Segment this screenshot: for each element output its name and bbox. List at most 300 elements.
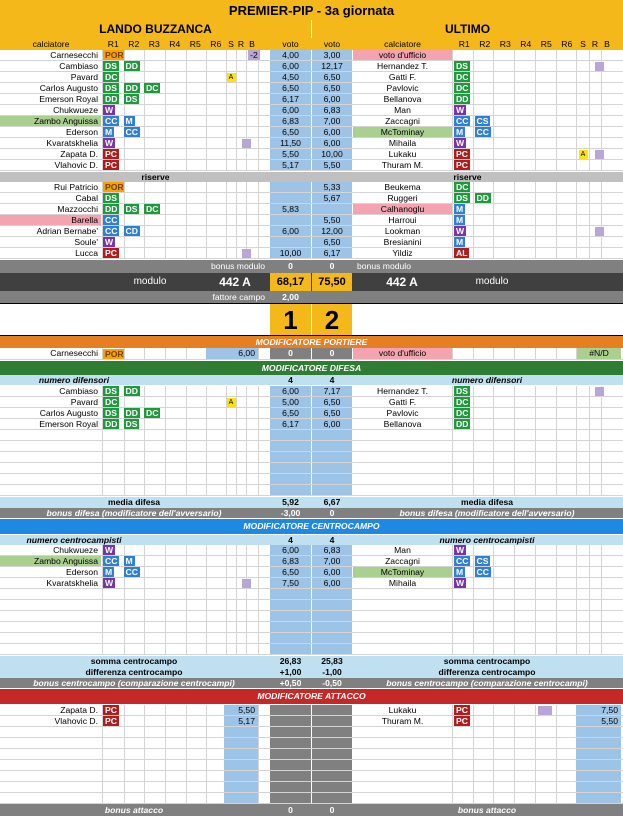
player-name: Zapata D. bbox=[60, 149, 98, 159]
away-att-col bbox=[576, 727, 621, 737]
bonus-marker bbox=[242, 249, 251, 258]
role-badge: DC bbox=[456, 397, 469, 407]
grid-line bbox=[165, 545, 166, 555]
grid-line bbox=[576, 452, 577, 462]
role-badge: DC bbox=[146, 204, 159, 214]
grid-line bbox=[556, 61, 557, 71]
grid-line bbox=[493, 386, 494, 396]
grid-line bbox=[226, 589, 227, 599]
home-score-col bbox=[270, 600, 311, 610]
player-vote: 6,50 bbox=[323, 83, 341, 93]
home-score: 1 bbox=[270, 304, 311, 335]
grid-line bbox=[493, 749, 494, 759]
grid-line bbox=[493, 160, 494, 170]
home-score-col bbox=[270, 611, 311, 621]
grid-line bbox=[514, 644, 515, 654]
grid-line bbox=[144, 545, 145, 555]
grid-line bbox=[589, 72, 590, 82]
bonus-difesa-label: bonus difesa (modificatore dell'avversario) bbox=[46, 508, 222, 518]
player-name: Mihaila bbox=[388, 578, 417, 588]
player-vote: 5,50 bbox=[282, 149, 299, 159]
grid-line bbox=[473, 727, 474, 737]
role-cell bbox=[454, 105, 475, 115]
grid-line bbox=[473, 589, 474, 599]
grid-line bbox=[124, 633, 125, 643]
grid-line bbox=[226, 485, 227, 495]
col-r: R bbox=[591, 38, 599, 49]
grid-line bbox=[493, 485, 494, 495]
player-vote: 5,83 bbox=[282, 204, 299, 214]
grid-line bbox=[226, 419, 227, 429]
grid-line bbox=[601, 622, 602, 632]
difesa-row bbox=[0, 474, 623, 485]
col-role: R2 bbox=[479, 38, 491, 49]
grid-line bbox=[452, 419, 453, 429]
role-badge: DC bbox=[105, 72, 118, 82]
grid-line bbox=[535, 50, 536, 60]
grid-line bbox=[186, 600, 187, 610]
role-badge: POR bbox=[103, 50, 124, 60]
grid-line bbox=[206, 716, 207, 726]
player-vote: 3,00 bbox=[323, 50, 341, 60]
col-vote: voto bbox=[323, 38, 341, 49]
grid-line bbox=[514, 578, 515, 588]
grid-line bbox=[576, 644, 577, 654]
grid-line bbox=[589, 248, 590, 258]
grid-line bbox=[165, 419, 166, 429]
role-cell bbox=[103, 248, 124, 258]
role-badge: W bbox=[105, 578, 114, 588]
role-badge: DD bbox=[456, 419, 469, 429]
player-name: Rui Patricio bbox=[54, 182, 98, 192]
home-bonus-difesa: -3,00 bbox=[280, 508, 301, 518]
grid-line bbox=[601, 237, 602, 247]
grid-line bbox=[493, 138, 494, 148]
grid-line bbox=[258, 193, 259, 203]
grid-line bbox=[102, 463, 103, 473]
grid-line bbox=[124, 771, 125, 781]
grid-line bbox=[601, 116, 602, 126]
grid-line bbox=[514, 749, 515, 759]
player-vote: 5,33 bbox=[323, 182, 341, 192]
grid-line bbox=[452, 738, 453, 748]
role-cell bbox=[103, 127, 124, 137]
grid-line bbox=[236, 204, 237, 214]
grid-line bbox=[473, 485, 474, 495]
grid-line bbox=[556, 782, 557, 792]
grid-line bbox=[206, 589, 207, 599]
role-cell bbox=[454, 182, 475, 192]
grid-line bbox=[601, 160, 602, 170]
grid-line bbox=[246, 94, 247, 104]
role-cell bbox=[103, 567, 124, 577]
player-vote: 5,50 bbox=[323, 215, 341, 225]
role-badge: DS bbox=[105, 193, 117, 203]
away-modulo: 442 A bbox=[386, 275, 418, 289]
centrocampo-row bbox=[0, 644, 623, 655]
grid-line bbox=[514, 237, 515, 247]
grid-line bbox=[493, 72, 494, 82]
player-name: Bellanova bbox=[383, 94, 422, 104]
role-badge: M bbox=[125, 116, 133, 126]
grid-line bbox=[258, 485, 259, 495]
away-score-col bbox=[312, 463, 352, 473]
column-header bbox=[0, 38, 623, 50]
grid-line bbox=[452, 94, 453, 104]
grid-line bbox=[589, 485, 590, 495]
grid-line bbox=[601, 50, 602, 60]
player-vote: 6,50 bbox=[323, 397, 341, 407]
grid-line bbox=[493, 611, 494, 621]
role-badge: M bbox=[456, 237, 464, 247]
grid-line bbox=[165, 474, 166, 484]
grid-line bbox=[246, 419, 247, 429]
grid-line bbox=[206, 182, 207, 192]
player-name: Mazzocchi bbox=[57, 204, 98, 214]
attacco-row bbox=[0, 771, 623, 782]
grid-line bbox=[124, 600, 125, 610]
grid-line bbox=[601, 408, 602, 418]
role-badge: CS bbox=[476, 116, 489, 126]
grid-line bbox=[246, 160, 247, 170]
home-somma: 26,83 bbox=[279, 656, 302, 667]
grid-line bbox=[452, 215, 453, 225]
player-vote: 7,00 bbox=[323, 116, 341, 126]
grid-line bbox=[601, 600, 602, 610]
player-name: Kvaratskhelia bbox=[46, 138, 98, 148]
grid-line bbox=[144, 441, 145, 451]
role-badge: PC bbox=[456, 160, 468, 170]
grid-line bbox=[206, 782, 207, 792]
grid-line bbox=[165, 463, 166, 473]
attacco-row bbox=[0, 782, 623, 793]
page-title: PREMIER-PIP - 3a giornata bbox=[228, 2, 395, 18]
grid-line bbox=[258, 348, 259, 359]
reserve-row bbox=[0, 226, 623, 237]
grid-line bbox=[493, 441, 494, 451]
grid-line bbox=[144, 600, 145, 610]
grid-line bbox=[514, 408, 515, 418]
grid-line bbox=[452, 600, 453, 610]
player-name: Hernandez T. bbox=[377, 386, 428, 396]
grid-line bbox=[452, 485, 453, 495]
grid-line bbox=[258, 83, 259, 93]
grid-line bbox=[576, 248, 577, 258]
away-score-col bbox=[312, 793, 352, 803]
grid-line bbox=[102, 738, 103, 748]
grid-line bbox=[493, 589, 494, 599]
grid-line bbox=[226, 441, 227, 451]
grid-line bbox=[514, 50, 515, 60]
player-vote: 6,00 bbox=[323, 94, 341, 104]
grid-line bbox=[514, 760, 515, 770]
grid-line bbox=[144, 474, 145, 484]
grid-line bbox=[236, 193, 237, 203]
centrocampo-row bbox=[0, 578, 623, 589]
player-name: Carnesecchi bbox=[50, 50, 98, 60]
grid-line bbox=[226, 127, 227, 137]
grid-line bbox=[514, 116, 515, 126]
grid-line bbox=[186, 633, 187, 643]
grid-line bbox=[601, 611, 602, 621]
player-name: Cabal bbox=[75, 193, 98, 203]
grid-line bbox=[226, 556, 227, 566]
home-att-col bbox=[224, 793, 258, 803]
grid-line bbox=[556, 485, 557, 495]
player-name: Lookman bbox=[384, 226, 421, 236]
grid-line bbox=[473, 644, 474, 654]
grid-line bbox=[186, 716, 187, 726]
role-cell bbox=[103, 237, 124, 247]
grid-line bbox=[576, 204, 577, 214]
player-vote bbox=[270, 237, 311, 247]
grid-line bbox=[258, 105, 259, 115]
role-cell bbox=[475, 116, 496, 126]
grid-line bbox=[514, 716, 515, 726]
grid-line bbox=[493, 738, 494, 748]
role-badge: POR bbox=[103, 349, 124, 359]
fattore-campo-label: fattore campo bbox=[212, 291, 265, 302]
media-difesa-row bbox=[0, 497, 623, 508]
grid-line bbox=[535, 600, 536, 610]
player-vote: 6,00 bbox=[282, 386, 299, 396]
grid-line bbox=[226, 644, 227, 654]
grid-line bbox=[206, 463, 207, 473]
grid-line bbox=[236, 237, 237, 247]
grid-line bbox=[206, 793, 207, 803]
bonus-attacco-row bbox=[0, 804, 623, 816]
player-name: Kvaratskhelia bbox=[46, 578, 98, 588]
grid-line bbox=[576, 600, 577, 610]
home-score-col bbox=[270, 705, 311, 715]
grid-line bbox=[514, 348, 515, 359]
role-cell bbox=[454, 94, 475, 104]
player-name: Thuram M. bbox=[381, 160, 424, 170]
bonus-marker bbox=[595, 387, 604, 396]
role-badge: W bbox=[105, 105, 114, 115]
grid-line bbox=[576, 83, 577, 93]
home-score-col bbox=[270, 441, 311, 451]
grid-line bbox=[493, 727, 494, 737]
role-cell bbox=[103, 397, 124, 407]
grid-line bbox=[535, 545, 536, 555]
away-media: 6,67 bbox=[323, 497, 341, 508]
role-cell bbox=[454, 716, 475, 726]
modulo-label: modulo bbox=[475, 276, 509, 287]
grid-line bbox=[601, 463, 602, 473]
role-cell bbox=[103, 94, 124, 104]
grid-line bbox=[258, 419, 259, 429]
grid-line bbox=[144, 716, 145, 726]
grid-line bbox=[236, 611, 237, 621]
grid-line bbox=[186, 105, 187, 115]
grid-line bbox=[452, 793, 453, 803]
grid-line bbox=[601, 397, 602, 407]
centrocampo-row bbox=[0, 633, 623, 644]
grid-line bbox=[589, 567, 590, 577]
grid-line bbox=[473, 452, 474, 462]
role-badge: M bbox=[125, 556, 133, 566]
grid-line bbox=[236, 182, 237, 192]
difesa-row bbox=[0, 386, 623, 397]
role-badge: M bbox=[456, 215, 464, 225]
away-score-col bbox=[312, 749, 352, 759]
grid-line bbox=[144, 61, 145, 71]
player-vote: 6,00 bbox=[323, 138, 341, 148]
grid-line bbox=[589, 611, 590, 621]
grid-line bbox=[576, 589, 577, 599]
grid-line bbox=[556, 127, 557, 137]
grid-line bbox=[514, 556, 515, 566]
grid-line bbox=[124, 348, 125, 359]
home-bonus-attacco: 0 bbox=[288, 804, 293, 815]
grid-line bbox=[258, 782, 259, 792]
grid-line bbox=[236, 556, 237, 566]
grid-line bbox=[493, 237, 494, 247]
grid-line bbox=[236, 149, 237, 159]
col-r: R bbox=[237, 38, 245, 49]
starter-row bbox=[0, 50, 623, 61]
grid-line bbox=[165, 386, 166, 396]
grid-line bbox=[601, 127, 602, 137]
role-cell bbox=[103, 705, 124, 715]
grid-line bbox=[556, 182, 557, 192]
card-cell bbox=[225, 397, 237, 407]
grid-line bbox=[556, 611, 557, 621]
role-cell bbox=[475, 193, 496, 203]
player-name: Pavlovic bbox=[386, 408, 419, 418]
grid-line bbox=[124, 578, 125, 588]
grid-line bbox=[452, 474, 453, 484]
col-b: B bbox=[249, 38, 255, 49]
role-cell bbox=[454, 61, 475, 71]
differenza-label: differenza centrocampo bbox=[438, 667, 536, 678]
grid-line bbox=[601, 430, 602, 440]
grid-line bbox=[102, 600, 103, 610]
grid-line bbox=[144, 138, 145, 148]
grid-line bbox=[589, 204, 590, 214]
grid-line bbox=[165, 116, 166, 126]
grid-line bbox=[452, 622, 453, 632]
grid-line bbox=[576, 463, 577, 473]
grid-line bbox=[124, 611, 125, 621]
player-vote: 6,83 bbox=[282, 116, 299, 126]
home-score-col bbox=[270, 771, 311, 781]
grid-line bbox=[144, 116, 145, 126]
role-cell bbox=[144, 408, 165, 418]
starter-row bbox=[0, 149, 623, 160]
grid-line bbox=[226, 408, 227, 418]
portiere-row bbox=[0, 348, 623, 360]
grid-line bbox=[144, 182, 145, 192]
grid-line bbox=[226, 248, 227, 258]
role-cell bbox=[103, 61, 124, 71]
grid-line bbox=[206, 600, 207, 610]
grid-line bbox=[556, 716, 557, 726]
grid-line bbox=[165, 622, 166, 632]
role-cell bbox=[454, 160, 475, 170]
grid-line bbox=[576, 567, 577, 577]
grid-line bbox=[452, 578, 453, 588]
away-score-col bbox=[312, 622, 352, 632]
grid-line bbox=[556, 738, 557, 748]
grid-line bbox=[535, 149, 536, 159]
grid-line bbox=[186, 644, 187, 654]
role-badge: DD bbox=[456, 94, 469, 104]
grid-line bbox=[473, 633, 474, 643]
grid-line bbox=[144, 463, 145, 473]
grid-line bbox=[535, 248, 536, 258]
grid-line bbox=[144, 386, 145, 396]
grid-line bbox=[246, 204, 247, 214]
away-bonus-attacco: 0 bbox=[329, 804, 335, 815]
grid-line bbox=[535, 644, 536, 654]
grid-line bbox=[514, 738, 515, 748]
grid-line bbox=[186, 50, 187, 60]
grid-line bbox=[452, 644, 453, 654]
grid-line bbox=[576, 430, 577, 440]
grid-line bbox=[556, 116, 557, 126]
role-cell bbox=[103, 193, 124, 203]
grid-line bbox=[226, 160, 227, 170]
grid-line bbox=[186, 408, 187, 418]
away-score-col bbox=[312, 430, 352, 440]
role-badge: CC bbox=[105, 226, 118, 236]
grid-line bbox=[589, 50, 590, 60]
grid-line bbox=[206, 83, 207, 93]
role-badge: M bbox=[456, 567, 464, 577]
grid-line bbox=[226, 600, 227, 610]
player-name: Carlos Augusto bbox=[39, 408, 98, 418]
reserve-row bbox=[0, 215, 623, 226]
grid-line bbox=[144, 397, 145, 407]
grid-line bbox=[556, 545, 557, 555]
grid-line bbox=[514, 215, 515, 225]
away-score-col bbox=[312, 633, 352, 643]
role-badge: DS bbox=[125, 419, 138, 429]
role-cell bbox=[475, 127, 496, 137]
grid-line bbox=[102, 485, 103, 495]
player-name: McTominay bbox=[353, 567, 452, 577]
card-cell bbox=[225, 72, 237, 82]
grid-line bbox=[535, 556, 536, 566]
player-name: Yildiz bbox=[392, 248, 413, 258]
player-vote: 5,50 bbox=[601, 716, 618, 726]
grid-line bbox=[236, 622, 237, 632]
grid-line bbox=[589, 83, 590, 93]
grid-line bbox=[206, 485, 207, 495]
col-role: R1 bbox=[458, 38, 470, 49]
grid-line bbox=[236, 589, 237, 599]
grid-line bbox=[226, 61, 227, 71]
grid-line bbox=[601, 215, 602, 225]
grid-line bbox=[186, 72, 187, 82]
grid-line bbox=[144, 705, 145, 715]
grid-line bbox=[206, 61, 207, 71]
grid-line bbox=[124, 589, 125, 599]
grid-line bbox=[576, 127, 577, 137]
grid-line bbox=[514, 545, 515, 555]
centrocampo-subheader bbox=[0, 535, 623, 545]
grid-line bbox=[473, 622, 474, 632]
grid-line bbox=[186, 83, 187, 93]
grid-line bbox=[124, 705, 125, 715]
away-num: 4 bbox=[329, 535, 335, 545]
grid-line bbox=[124, 716, 125, 726]
fattore-campo-row bbox=[0, 291, 623, 303]
bonus-marker bbox=[595, 227, 604, 236]
role-cell bbox=[454, 248, 475, 258]
